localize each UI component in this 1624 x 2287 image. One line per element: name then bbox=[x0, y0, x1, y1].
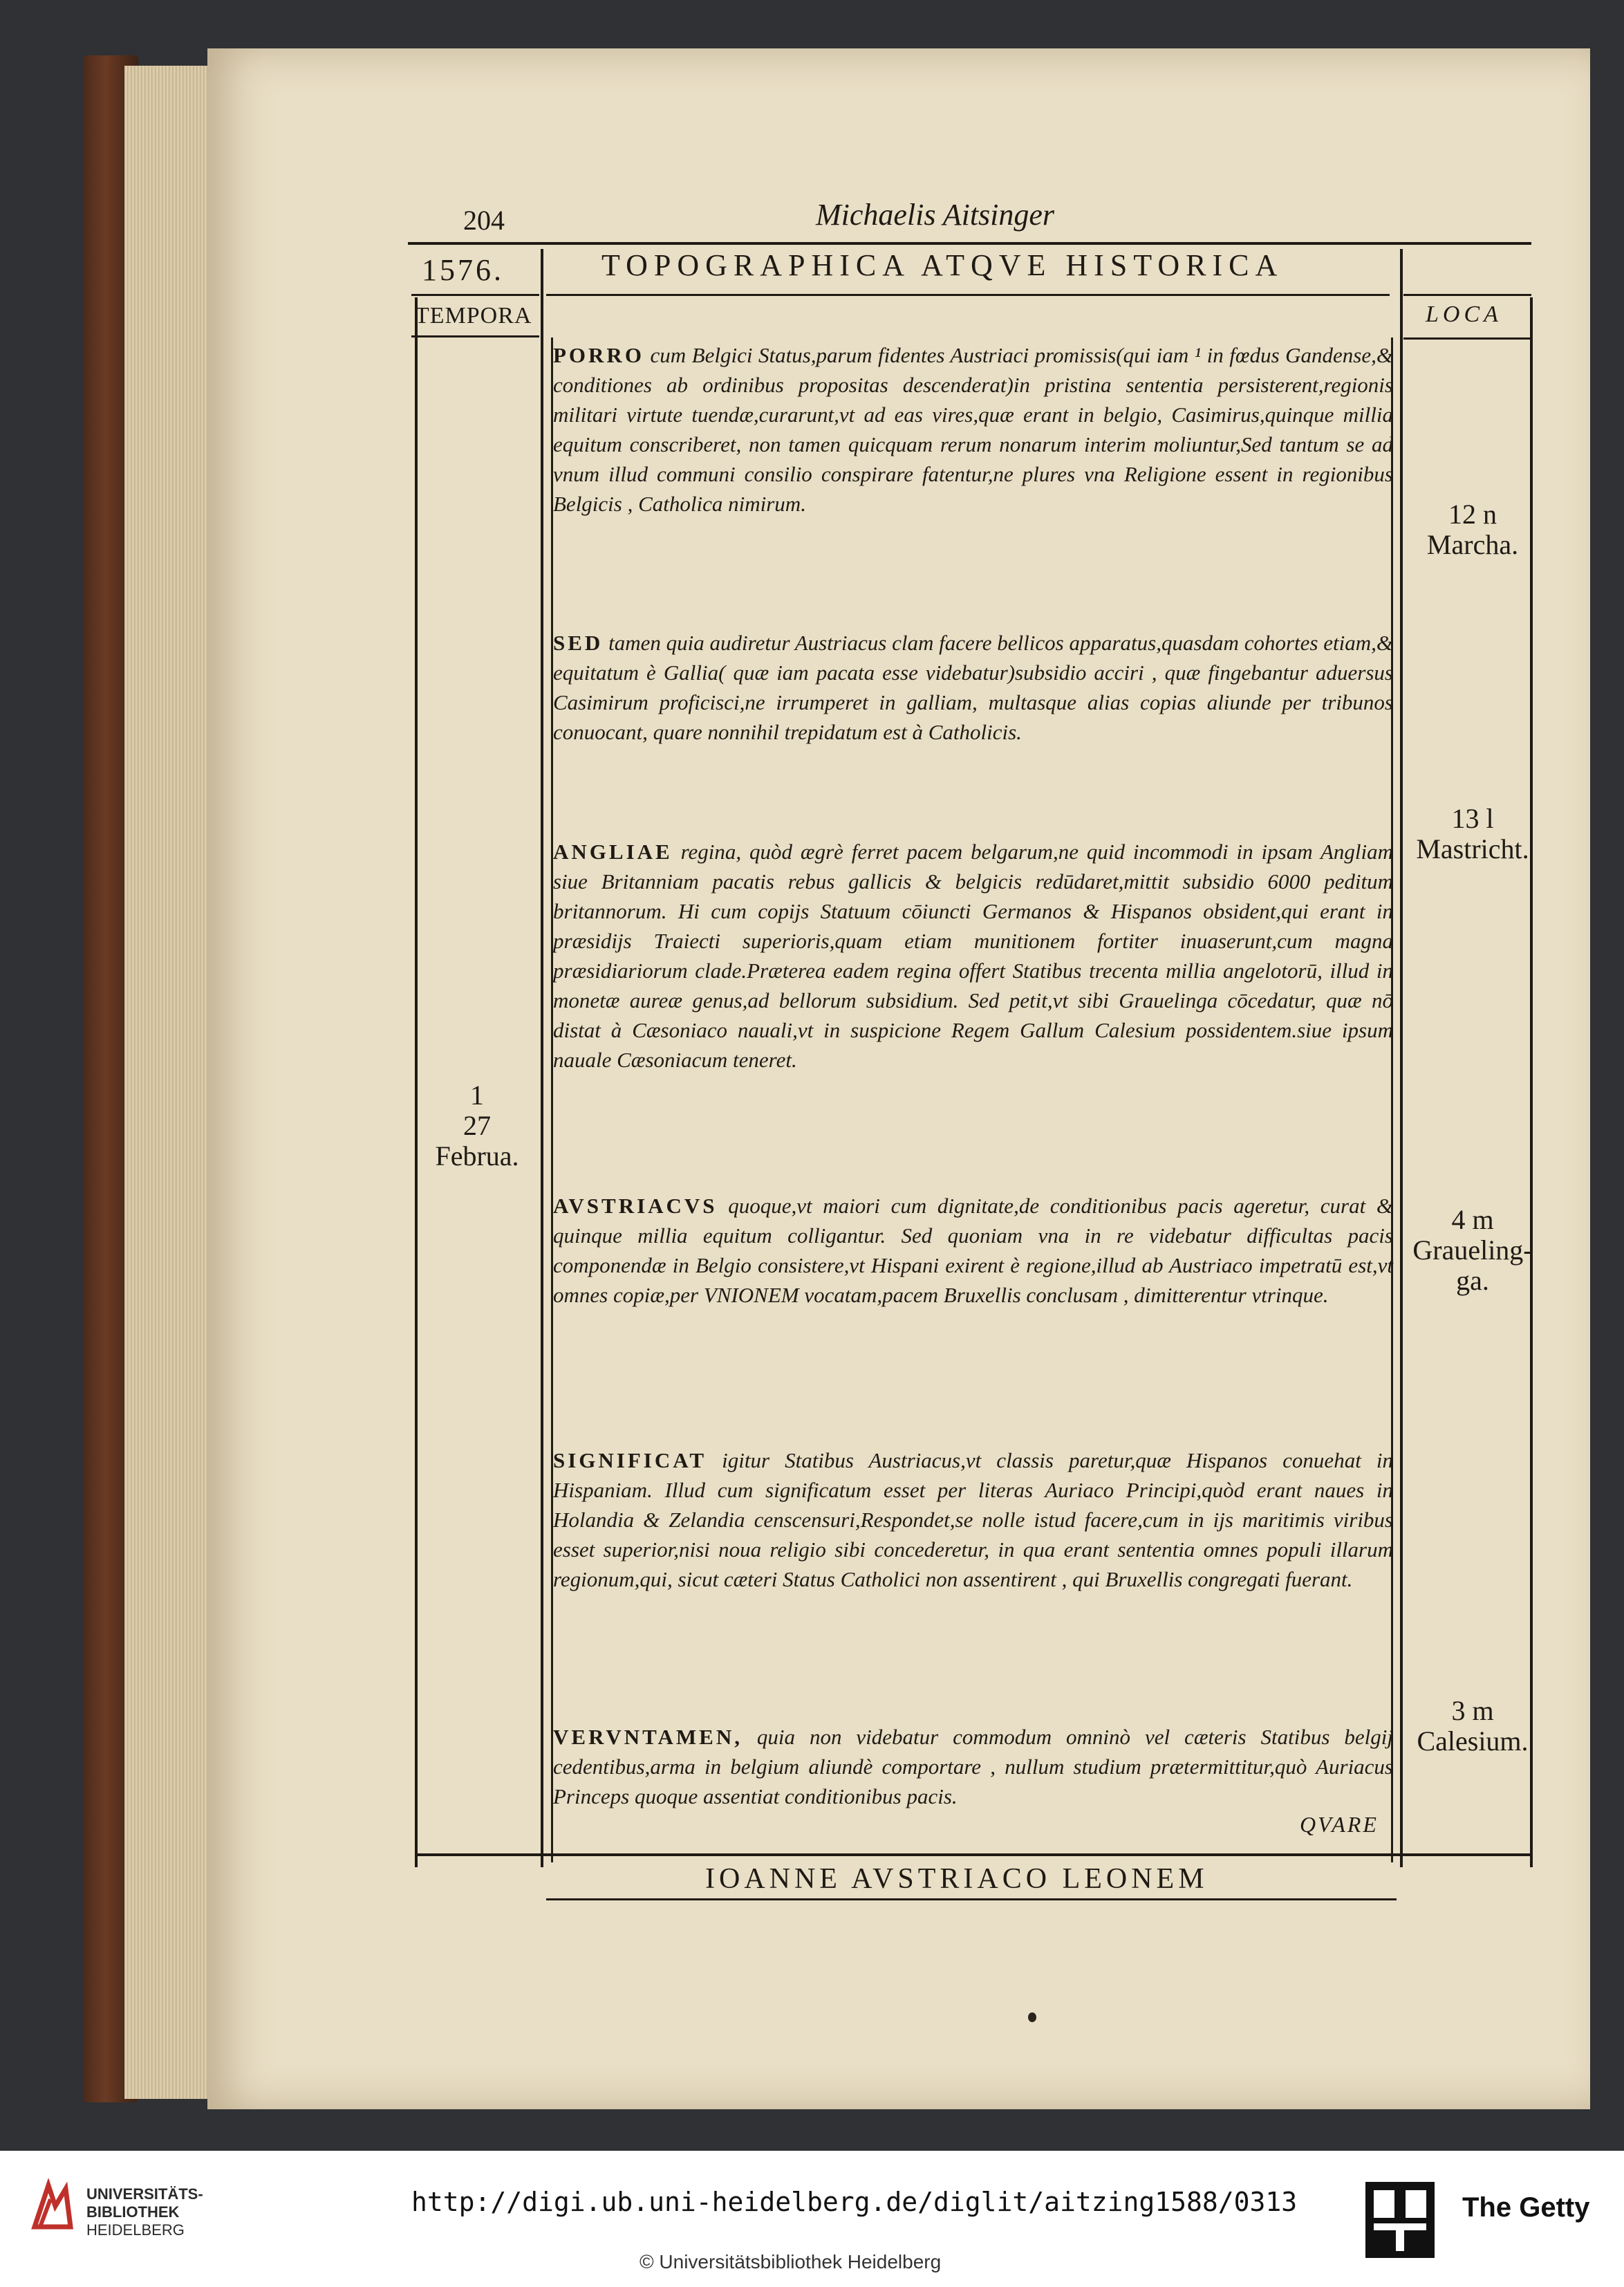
margin-note-date: 3 m bbox=[1451, 1695, 1494, 1726]
margin-note-marcha bbox=[1403, 499, 1542, 560]
margin-note-februa bbox=[418, 1080, 536, 1172]
footer-title-underline bbox=[546, 1898, 1397, 1900]
margin-note-place: Graueling- bbox=[1412, 1234, 1533, 1266]
left-inner-border bbox=[541, 249, 543, 1867]
library-name bbox=[86, 2185, 266, 2239]
paragraph-text: tamen quia audiretur Austriacus clam facere bellicos apparatus,quasdam cohortes etiam,& equitatum è Gallia( quæ iam pacata esse videbatur)subsidio acciri , quæ fingebantur aduersus Casimirum proficisci,ne irrumperet in galliam, multasque alias copias aliunde per tribunos conuocant, quare nonnihil trepidatum est à Catholicis. bbox=[553, 631, 1393, 744]
main-left-rule bbox=[551, 337, 553, 1862]
margin-note-calesium bbox=[1403, 1696, 1542, 1757]
paragraph-text: cum Belgici Status,parum fidentes Austriaci promissis(qui iam ¹ in fœdus Gandense,& conditiones ab ordinibus propositas descenderat)in pristina sententia persisterent,regionis militari virtute tuendæ,curarunt,vt ad eas vires,quæ erant in belgio, Casimirus,quinque millia equitum conscriberet, non tamen quicquam rerum nonarum interim moliuntur,Sed tantum se ad vnum illud communi consilio conspirare fatentur,ne plures vna Religione essent in regionibus Belgicis , Catholica nimirum. bbox=[553, 343, 1393, 516]
top-rule bbox=[408, 242, 1531, 245]
margin-note-date: 4 m bbox=[1451, 1204, 1494, 1235]
footer-title: IOANNE AVSTRIACO LEONEM bbox=[705, 1863, 1208, 1895]
paragraph-text: igitur Statibus Austriacus,vt classis paretur,quæ Hispanos conuehat in Hispaniam. Illud cum significatum esset per literas Auriaco Principi,quòd erant naues in Holandia & Zelandia censcensuri,Respondet,se nolle istud facere,cum in ijs maritimis viribus esset superior,nisi noua religio sibi concederetur, in qua erant sententia omnes populi illarum regionum,qui, sicut cæteri Status Catholici non assentirent , qui Bruxellis congregati fuerant. bbox=[553, 1448, 1393, 1591]
right-inner-border bbox=[1400, 249, 1403, 1867]
margin-note-ref: 1 bbox=[470, 1080, 484, 1111]
paragraph-porro bbox=[553, 340, 1393, 519]
margin-note-date: 12 n bbox=[1448, 499, 1497, 530]
paragraph-lead: SIGNIFICAT bbox=[553, 1448, 707, 1472]
paragraph-lead: PORRO bbox=[553, 343, 644, 367]
getty-name: The Getty bbox=[1462, 2192, 1590, 2223]
paragraph-lead: VERVNTAMEN, bbox=[553, 1725, 743, 1749]
paragraph-veruntamen bbox=[553, 1722, 1393, 1811]
source-url-link[interactable]: http://digi.ub.uni-heidelberg.de/diglit/aitzing1588/0313 bbox=[411, 2187, 1298, 2217]
paragraph-austriacus bbox=[553, 1191, 1393, 1310]
paragraph-sed bbox=[553, 628, 1393, 747]
copyright-text: © Universitätsbibliothek Heidelberg bbox=[640, 2251, 942, 2272]
margin-note-mastricht bbox=[1403, 804, 1542, 864]
title-underline bbox=[546, 294, 1390, 296]
paragraph-lead: AVSTRIACVS bbox=[553, 1194, 718, 1218]
left-col-head-rule bbox=[411, 294, 539, 296]
tempora-heading: TEMPORA bbox=[415, 303, 532, 328]
ink-spot bbox=[1028, 2012, 1036, 2022]
library-name-line: HEIDELBERG bbox=[86, 2221, 185, 2239]
margin-note-grauelinga bbox=[1403, 1205, 1542, 1296]
left-outer-border bbox=[415, 297, 418, 1867]
paragraph-text: quia non videbatur commodum omninò vel cæteris Statibus belgij cedentibus,arma in belgium aliundè comportare , nullum studium prætermittitur,quò Auriacus Princeps quoque assentiat conditionibus pacis. bbox=[553, 1725, 1393, 1808]
library-name-line: BIBLIOTHEK bbox=[86, 2203, 180, 2221]
margin-note-place-cont: ga. bbox=[1456, 1265, 1489, 1296]
university-library-logo-icon bbox=[28, 2178, 76, 2234]
catchword: QVARE bbox=[1300, 1812, 1379, 1837]
main-right-rule bbox=[1391, 337, 1393, 1862]
paragraph-text: regina, quòd ægrè ferret pacem belgarum,ne quid incommodi in ipsam Angliam siue Britanniam pacatis rebus gallicis & belgicis redūdaret,mittit subsidio 6000 peditum britannorum. Hi cum copijs Statuum cōiuncti Germanos & Hispanos obsident,qui erant in præsidijs Traiecti superioris,quam etiam munitionem fortiter inuaserunt,cum magna præsidiariorum clade.Præterea eadem regina offert Statibus trecenta millia angelotorū, illud in monetæ aureæ genus,ad bellorum subsidium. Sed petit,vt sibi Grauelinga cōcedatur, quæ nō distat à Cæsoniaco nauali,vt in suspicione Regem Gallum Calesium possidentem.siue ipsum nauale Cæsoniacum teneret. bbox=[553, 840, 1393, 1072]
library-name-line: UNIVERSITÄTS- bbox=[86, 2185, 203, 2203]
loca-heading: LOCA bbox=[1426, 302, 1502, 327]
right-col-head-rule bbox=[1403, 294, 1531, 296]
paragraph-lead: ANGLIAE bbox=[553, 840, 673, 864]
bottom-rule bbox=[415, 1853, 1533, 1856]
year-label: 1576. bbox=[422, 253, 504, 287]
margin-note-place: Marcha. bbox=[1426, 529, 1519, 560]
page-number: 204 bbox=[463, 205, 505, 236]
left-col-head-underline bbox=[411, 335, 539, 337]
paragraph-lead: SED bbox=[553, 631, 604, 655]
margin-note-date: 27 Februa. bbox=[435, 1110, 519, 1172]
getty-logo-icon bbox=[1365, 2182, 1435, 2258]
paragraph-significat bbox=[553, 1445, 1393, 1594]
margin-note-place: Calesium. bbox=[1417, 1725, 1529, 1757]
page-title: TOPOGRAPHICA ATQVE HISTORICA bbox=[601, 248, 1284, 282]
paragraph-angliae bbox=[553, 837, 1393, 1075]
margin-note-date: 13 l bbox=[1451, 803, 1494, 834]
right-col-head-underline bbox=[1403, 337, 1531, 340]
paragraph-text: quoque,vt maiori cum dignitate,de conditionibus pacis ageretur, curat & quinque millia equitum colligantur. Sed quoniam vna in re videbatur difficultas pacis componendæ in Belgio consistere,vt Hispani exirent è regione,illud ab Austriaco impetratū est,vt omnes copiæ,per VNIONEM vocatam,pacem Bruxellis conclusam , dimitterentur vtrinque. bbox=[553, 1194, 1393, 1307]
margin-note-place: Mastricht. bbox=[1416, 833, 1529, 864]
running-head: Michaelis Aitsinger bbox=[816, 198, 1055, 232]
